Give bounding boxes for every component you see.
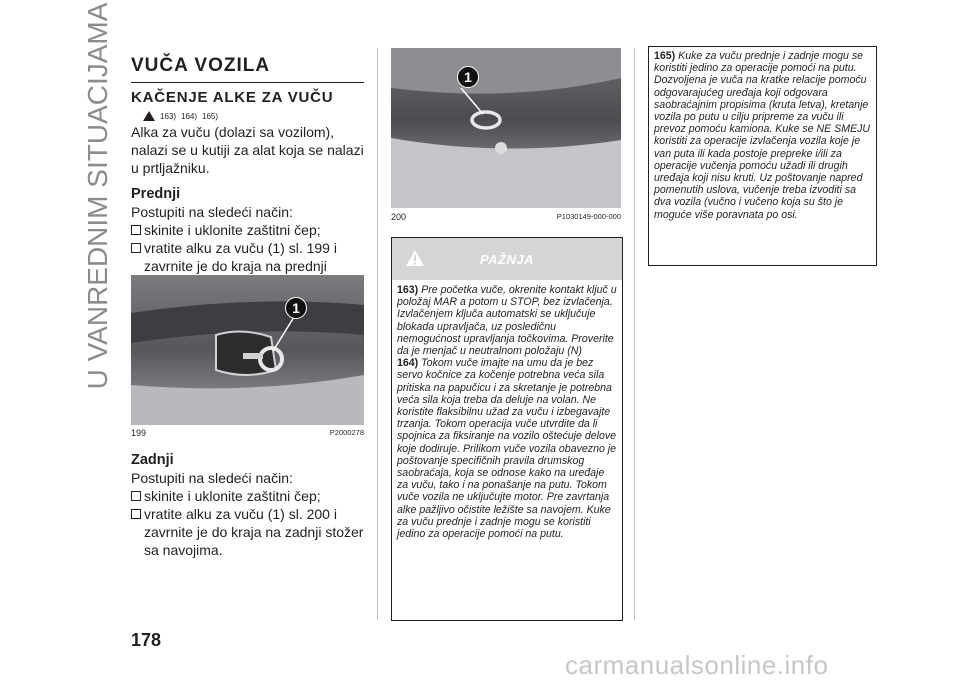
front-heading: Prednji <box>131 186 181 202</box>
rear-step <box>131 505 364 559</box>
rear-lead: Postupiti na sledeći način: <box>131 470 293 486</box>
figure-200-rear-tow-hook <box>391 48 621 208</box>
warning-box-continued <box>648 46 877 266</box>
checkbox-bullet-icon <box>131 491 141 501</box>
warning-item-ref: 163) <box>397 284 419 296</box>
rear-step <box>131 487 364 505</box>
warning-refs <box>143 111 364 121</box>
figure-199-callout: 1 <box>285 297 307 319</box>
figure-199-illustration <box>131 275 364 425</box>
warning-item-text: Pre početka vuče, okrenite kontakt ključ u položaj MAR a potom u STOP, bez izvlačenja. Izvlačenjem ključa automatski se uključuje blokada upravljača, uz posledičnu nemogućnost upravljanja točkovima. Proverite da je menjač u neutralnom položaju (N) <box>397 284 617 358</box>
page-title: VUČA VOZILA <box>131 55 271 76</box>
front-step-text: skinite i uklonite zaštitni čep; <box>144 222 321 238</box>
warning-ref-1: 163) <box>160 111 177 121</box>
figure-200-code: P1030149-000-000 <box>556 212 621 221</box>
column-left <box>131 55 364 293</box>
checkbox-bullet-icon <box>131 225 141 235</box>
section-side-label-text: U VANREDNIM SITUACIJAMA <box>82 2 113 390</box>
page-number: 178 <box>131 630 162 650</box>
figure-200-illustration <box>391 48 621 208</box>
title-rule <box>131 82 364 83</box>
figure-200-caption <box>391 212 621 222</box>
section-title: KAČENJE ALKE ZA VUČU <box>131 89 334 106</box>
warning-item-text: Tokom vuče imajte na umu da je bez servo kočnice za kočenje potrebna veća sila pritiska na papučicu i za skretanje je potrebna veća sila koja treba da deluje na volan. Ne koristite flaksibilnu užad za vuču i izbegavajte trzanja. Tokom operacija vuče utvrdite da li spojnica za fiksiranje na vozilo oštećuje delove koje dodiruje. Prilikom vuče vozila obavezno je poštovanje specifičnih pravila drumskog saobraćaja, koja se odnose kako na uređaje za vuču, tako i na ponašanje na putu. Tokom vuče vozila ne uključujte motor. Pre zavrtanja alke pažljivo očistite ležište sa navojem. Kuke za vuču prednje i zadnje mogu se koristiti jedino za operacije pomoći na putu. <box>397 357 617 541</box>
figure-200-number: 200 <box>391 212 407 222</box>
warning-item <box>397 284 617 357</box>
column-divider-2 <box>634 48 635 620</box>
warning-item <box>654 50 871 221</box>
checkbox-bullet-icon <box>131 509 141 519</box>
figure-199-code: P2000278 <box>329 428 364 437</box>
rear-heading: Zadnji <box>131 452 174 468</box>
warning-ref-2: 164) <box>181 111 198 121</box>
warning-item-ref: 164) <box>397 357 419 370</box>
figure-199-front-tow-hook <box>131 275 364 425</box>
warning-triangle-icon <box>143 111 155 121</box>
figure-199-number: 199 <box>131 428 147 438</box>
rear-steps <box>131 487 364 559</box>
warning-header <box>392 238 622 280</box>
rear-step-text: vratite alku za vuču (1) sl. 200 i zavrnite je do kraja na zadnji stožer sa navojima. <box>144 506 364 558</box>
front-step-text: vratite alku za vuču (1) sl. 199 i zavrnite je do kraja na prednji <box>144 240 337 274</box>
warning-ref-3: 165) <box>202 111 219 121</box>
figure-200-callout: 1 <box>457 66 479 88</box>
warning-title: PAŽNJA <box>479 251 535 267</box>
watermark: carmanualsonline.info <box>565 650 829 680</box>
rear-step-text: skinite i uklonite zaštitni čep; <box>144 488 321 504</box>
checkbox-bullet-icon <box>131 243 141 253</box>
warning-item-text: Kuke za vuču prednje i zadnje mogu se koristiti jedino za operacije pomoći na putu. Dozvoljena je vuča na kratke relacije pomoću odgovarajućeg uređaja koji odgovara saobraćajnim propisima (kruta letva), kretanje vozila po putu u cilju pripreme za vuču ili prevoz pomoću kamiona. Kuke se NE SMEJU koristiti za operacije izvlačenja vozila koje je van puta ili kada postoje prepreke i/ili za operacije vučenja pomoću užadi ili drugih uređaja koji nisu kruti. Uz poštovanje napred pomenutih uslova, vučenje treba izvoditi sa dva vozila (vučno i vučeno koja su što je moguće više poravnata po osi. <box>654 50 871 221</box>
front-step <box>131 221 364 239</box>
warning-triangle-icon <box>406 250 424 266</box>
column-divider-1 <box>377 48 378 620</box>
warning-box <box>391 237 623 621</box>
warning-body <box>392 280 622 540</box>
warning-item <box>397 357 617 540</box>
rear-section <box>131 451 364 559</box>
section-side-label <box>78 2 118 390</box>
warning-item-ref: 165) <box>654 50 676 62</box>
intro-text: Alka za vuču (dolazi sa vozilom), nalazi se u kutiji za alat koja se nalazi u prtljažniku. <box>131 124 364 176</box>
figure-199-caption <box>131 428 364 438</box>
front-lead: Postupiti na sledeći način: <box>131 204 293 220</box>
warning-continued-body <box>649 47 876 221</box>
